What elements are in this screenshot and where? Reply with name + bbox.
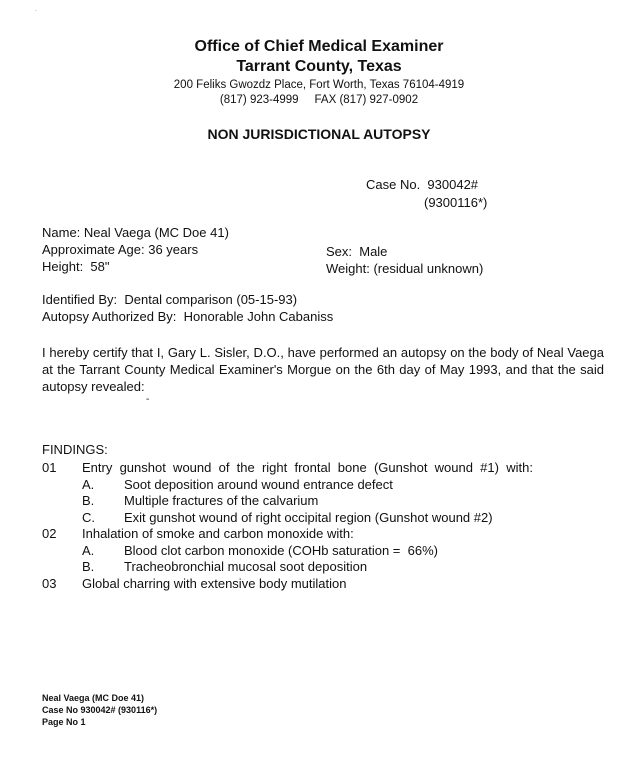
office-title: Office of Chief Medical Examiner [194, 38, 444, 55]
finding-sub-letter: A. [82, 543, 95, 558]
finding-number: 01 [42, 460, 57, 475]
finding-sub-text: Tracheobronchial mucosal soot deposition [124, 559, 368, 574]
finding-number: 03 [42, 576, 57, 591]
office-phone: (817) 923-4999 FAX (817) 927-0902 [219, 94, 419, 106]
case-number: Case No. 930042# [366, 177, 479, 192]
footer-patient: Neal Vaega (MC Doe 41) [42, 693, 145, 703]
footer-page: Page No 1 [42, 717, 86, 727]
finding-sub-text: Exit gunshot wound of right occipital region (Gunshot wound #2) [124, 510, 493, 525]
county-title: Tarrant County, Texas [236, 58, 402, 75]
finding-sub-letter: C. [82, 510, 95, 525]
finding-sub-letter: B. [82, 493, 95, 508]
stray-mark: - [146, 394, 150, 405]
case-number-alt: (9300116*) [424, 195, 488, 210]
document-title: NON JURISDICTIONAL AUTOPSY [207, 126, 431, 142]
certification-paragraph: I hereby certify that I, Gary L. Sisler, D.O., have performed an autopsy on the body of Neal Vaega at the Tarrant County Medical Examiner's Morgue on the 6th day of May 1993, and that the said autopsy revealed: [42, 345, 604, 394]
subject-sex: Sex: Male [326, 244, 388, 259]
finding-sub-letter: B. [82, 559, 95, 574]
finding-text: Entry gunshot wound of the right frontal bone (Gunshot wound #1) with: [82, 460, 533, 475]
findings-heading: FINDINGS: [42, 442, 108, 457]
finding-sub-text: Soot deposition around wound entrance defect [124, 477, 393, 492]
finding-sub-text: Blood clot carbon monoxide (COHb saturation = 66%) [124, 543, 438, 558]
finding-text: Inhalation of smoke and carbon monoxide with: [82, 526, 354, 541]
scan-mark: . [35, 7, 37, 13]
finding-number: 02 [42, 526, 57, 541]
finding-sub-text: Multiple fractures of the calvarium [124, 493, 319, 508]
office-address: 200 Feliks Gwozdz Place, Fort Worth, Texas 76104-4919 [173, 79, 465, 91]
subject-weight: Weight: (residual unknown) [326, 261, 484, 276]
finding-text: Global charring with extensive body mutilation [82, 576, 347, 591]
subject-name: Name: Neal Vaega (MC Doe 41) [42, 225, 229, 240]
authorized-by: Autopsy Authorized By: Honorable John Cabaniss [42, 309, 334, 324]
subject-age: Approximate Age: 36 years [42, 242, 199, 257]
subject-height: Height: 58" [42, 259, 110, 274]
finding-sub-letter: A. [82, 477, 95, 492]
footer-case: Case No 930042# (930116*) [42, 705, 158, 715]
identified-by: Identified By: Dental comparison (05-15-93) [42, 292, 298, 307]
